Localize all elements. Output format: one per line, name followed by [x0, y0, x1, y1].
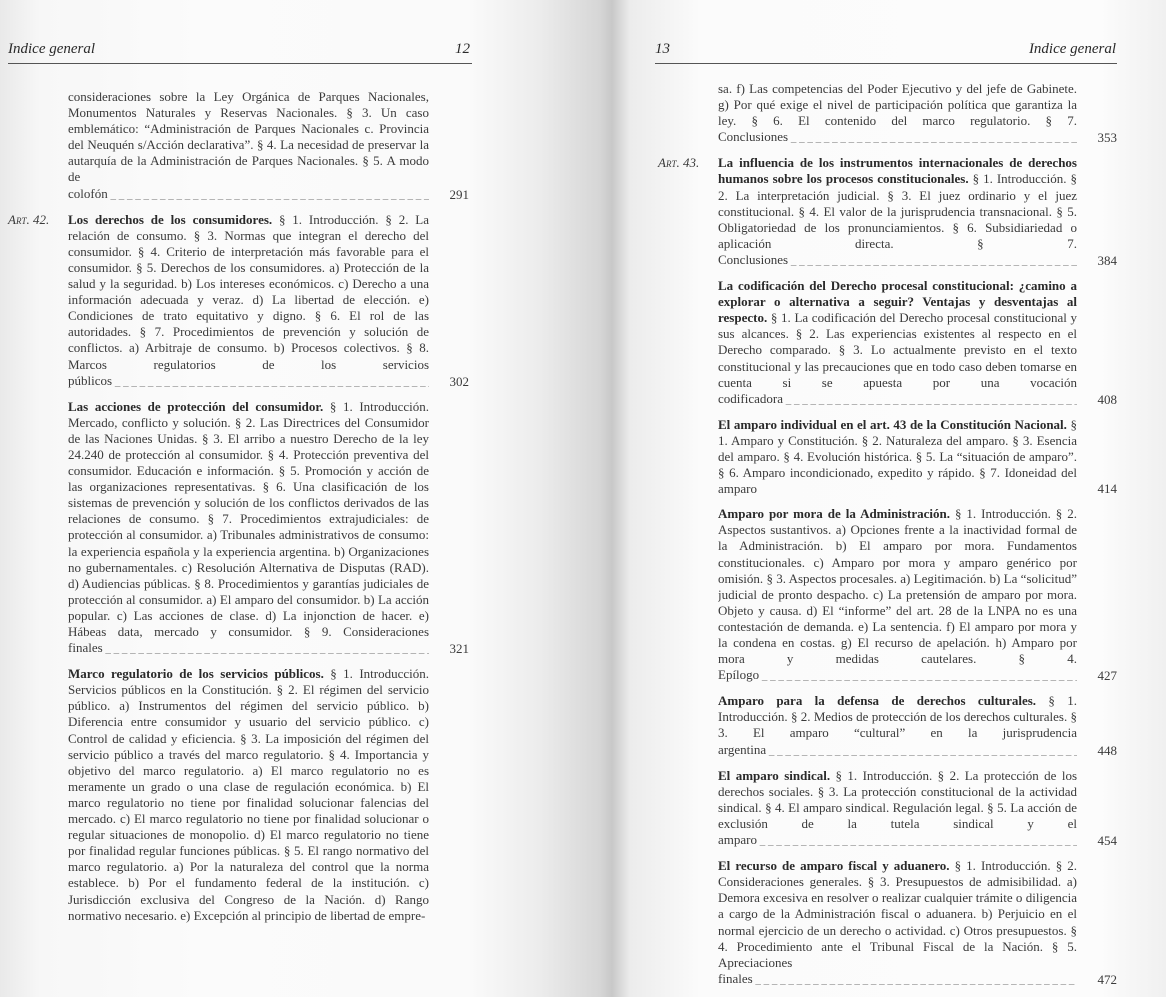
- entry-last-word-leader: colofón _ _ _: [68, 186, 429, 201]
- entry-page-number: 302: [449, 373, 469, 389]
- header-rule: [655, 63, 1117, 64]
- toc-entry: [68, 89, 469, 203]
- entry-title: Las acciones de protección del consumidor.: [68, 398, 324, 414]
- toc-entry: [68, 398, 469, 658]
- entry-last-word-leader: argentina _ _ _: [718, 742, 1077, 757]
- toc-entry: [718, 81, 1117, 146]
- entry-title: El recurso de amparo fiscal y aduanero.: [718, 858, 950, 874]
- toc-entries: [8, 89, 469, 933]
- entry-body: § 1. Introducción. § 2. La relación de consumo. § 3. Normas que integran el derecho del consumidor. § 4. Criterio de interpretación más favorable para el consumidor. § 5. Derechos de los consumidores. a) Protección de la salud y la seguridad. b) Los intereses económicos. c) Derecho a una información adecuada y veraz. d) La libertad de elección. e) Condiciones de trato equitativo y digno. § 6. El rol de las autoridades. § 7. Procedimientos de prevención y solución de conflictos. a) Arbitraje de consumo. b) Procesos colectivos. § 8. Marcos regulatorios de los servicios: [68, 211, 429, 372]
- header-rule: [8, 63, 472, 64]
- entry-text: [718, 693, 1077, 758]
- article-label: Art. 43.: [658, 155, 700, 171]
- entry-body: § 1. Introducción. § 2. Consideraciones generales. § 3. Presupuestos de admisibilidad. a) Demora excesiva en resolver o realizar cualquier trámite o diligencia a cargo de la Administración fiscal o aduanera. b) Perjuicio en el normal ejercicio de un derecho o actividad. c) Otros presupuestos. § 4. Procedimiento ante el Tribunal Fiscal de la Nación. § 5. Apreciaciones: [718, 858, 1077, 970]
- entry-last-word-leader: finales _ _ _: [68, 640, 429, 655]
- entry-body: § 1. Introducción. Servicios públicos en la Constitución. § 2. El régimen del servicio público. a) Instrumentos del régimen del servicio público. b) Diferencia entre consumidor y usuario del servicio público. c) Control de calidad y eficiencia. § 3. La imposición del régimen del servicio público a través del marco regulatorio. § 4. Importancia y objetivo del marco regulatorio. a) El marco regulatorio no es meramente un grado o una clase de regulación económica. b) El marco regulatorio no tiene por finalidad solucionar falencias del mercado. c) El marco regulatorio no tiene por finalidad solucionar o regular situaciones de monopolio. d) El marco regulatorio no tiene por finalidad regular funciones públicas. § 5. El rango normativo del marco regulatorio. a) Por la naturaleza del control que la norma establece. b) Por el fundamento federal de la institución. c) Jurisdicción exclusiva del Congreso de la Nación. d) Rango normativo necesario. e) Excepción al principio de libertad de empre-: [68, 666, 429, 923]
- entry-text: [68, 89, 429, 203]
- right-page: [640, 0, 1166, 987]
- entry-text: [718, 155, 1077, 269]
- toc-entry: [718, 278, 1117, 408]
- entry-body: § 1. Introducción. § 2. Medios de protección de los derechos culturales. § 3. El amparo “cultural” en la jurisprudencia: [718, 693, 1077, 741]
- entry-body: § 1. Introducción. § 2. Aspectos sustantivos. a) Opciones frente a la inactividad formal de la Administración. b) El amparo por mora. Fundamentos constitucionales. c) Amparo por mora y amparo genérico por omisión. § 3. Aspectos procesales. a) Legitimación. b) La “solicitud” judicial de pronto despacho. c) La pretensión de amparo por mora. Objeto y causa. d) El “informe” del art. 28 de la LNPA no es una contestación de demanda. e) La sentencia. f) El amparo por mora y la condena en costas. g) El recurso de apelación. h) Amparo por mora y medidas cautelares. § 4.: [718, 506, 1077, 667]
- entry-page-number: 321: [449, 641, 469, 657]
- article-label: Art. 42.: [8, 211, 50, 227]
- entry-page-number: 291: [449, 186, 469, 202]
- toc-entry: [8, 211, 469, 390]
- toc-entries: [658, 81, 1117, 997]
- entry-page-number: 448: [1097, 742, 1117, 758]
- left-page: [0, 0, 480, 923]
- entry-last-word-leader: Conclusiones _ _ _: [718, 129, 1077, 144]
- entry-title: El amparo individual en el art. 43 de la Constitución Nacional.: [718, 416, 1067, 432]
- toc-entry: [718, 416, 1117, 497]
- toc-entry: [718, 858, 1117, 988]
- entry-last-word-leader: codificadora _ _ _: [718, 391, 1077, 406]
- entry-text: [718, 506, 1077, 684]
- entry-body: § 1. La codificación del Derecho procesal constitucional y sus alcances. § 2. Las experiencias existentes al respecto en el Derecho comparado. § 3. Lo actualmente previsto en el texto constitucional y las precauciones que en todo caso deben tomarse en cuenta si se apuesta por una vocación: [718, 310, 1077, 390]
- entry-title: La influencia de los instrumentos internacionales de derechos humanos sobre los procesos constitucionales.: [718, 155, 1077, 187]
- entry-body: § 1. Introducción. § 2. La interpretación judicial. § 3. El juez ordinario y el juez constitucional. § 4. El valor de la jurisprudencia transnacional. § 5. Obligatoriedad de los pronunciamientos. § 6. Subsidiariedad o aplicación directa. § 7.: [718, 171, 1077, 251]
- entry-text: [718, 768, 1077, 849]
- toc-entry: [718, 693, 1117, 758]
- entry-text: [718, 81, 1077, 146]
- entry-text: [718, 858, 1077, 988]
- entry-text: [68, 666, 429, 924]
- entry-text: [68, 399, 429, 658]
- entry-page-number: 414: [1097, 481, 1117, 497]
- entry-page-number: 472: [1097, 971, 1117, 987]
- entry-title: Amparo por mora de la Administración.: [718, 506, 950, 522]
- entry-text: [718, 278, 1077, 408]
- toc-entry: [658, 155, 1117, 269]
- running-header-title: Indice general: [8, 41, 96, 57]
- toc-entry: [718, 767, 1117, 849]
- entry-title: El amparo sindical.: [718, 767, 831, 783]
- entry-body: § 1. Introducción. § 2. La protección de los derechos sociales. § 3. La protección constitucional de la actividad sindical. § 4. El amparo sindical. Regulación legal. § 5. La acción de exclusión de la tutela sindical y el: [718, 767, 1077, 831]
- running-header-title: Indice general: [1028, 41, 1116, 57]
- entry-page-number: 408: [1097, 391, 1117, 407]
- page-number: 13: [655, 41, 670, 57]
- entry-last-word-leader: Epílogo _ _ _: [718, 667, 1077, 682]
- entry-last-word-leader: Conclusiones _ _ _: [718, 252, 1077, 267]
- entry-page-number: 384: [1097, 252, 1117, 268]
- toc-entry: [718, 506, 1117, 684]
- entry-page-number: 454: [1097, 833, 1117, 849]
- entry-title: Marco regulatorio de los servicios públicos.: [68, 666, 324, 682]
- entry-page-number: 353: [1097, 130, 1117, 146]
- entry-body: § 1. Amparo y Constitución. § 2. Naturaleza del amparo. § 3. Esencia del amparo. § 4. Evolución histórica. § 5. La “situación de amparo”. § 6. Amparo incondicionado, expedito y rápido. § 7. Idoneidad del amparo: [718, 416, 1077, 497]
- entry-text: [68, 212, 429, 390]
- entry-last-word-leader: públicos _ _ _: [68, 373, 429, 388]
- entry-title: Amparo para la defensa de derechos culturales.: [718, 693, 1037, 709]
- page-number: 12: [455, 41, 470, 57]
- entry-page-number: 427: [1097, 668, 1117, 684]
- entry-title: La codificación del Derecho procesal constitucional: ¿camino a explorar o alternativa a seguir? Ventajas y desventajas al respecto.: [718, 278, 1077, 326]
- entry-body: sa. f) Las competencias del Poder Ejecutivo y del jefe de Gabinete. g) Por qué exige el nivel de participación política que garantiza la ley. § 6. El contenido del marco regulatorio. § 7.: [718, 81, 1077, 129]
- entry-body: consideraciones sobre la Ley Orgánica de Parques Nacionales, Monumentos Naturales y Reservas Nacionales. § 3. Un caso emblemático: “Administración de Parques Nacionales c. Provincia del Neuquén s/Acción declarativa”. § 4. La necesidad de preservar la autarquía de la Administración de Parques Nacionales. § 5. A modo de: [68, 89, 429, 185]
- entry-title: Los derechos de los consumidores.: [68, 211, 273, 227]
- entry-body: § 1. Introducción. Mercado, conflicto y solución. § 2. Las Directrices del Consumidor de las Naciones Unidas. § 3. El arribo a nuestro Derecho de la ley 24.240 de protección al consumidor. § 4. Protección preventiva del consumidor. Educación e información. § 5. Promoción y acción de las organizaciones representativas. § 6. Una clasificación de los sistemas de prevención y solución de los conflictos derivados de las relaciones de consumo. § 7. Procedimientos extrajudiciales: de protección al consumidor. a) Tribunales administrativos de consumo: la experiencia española y la experiencia argentina. b) Organizaciones no gubernamentales. c) Resolución Alternativa de Disputas (RAD). d) Audiencias públicas. § 8. Procedimientos y garantías judiciales de protección al consumidor. a) El amparo del consumidor. b) La acción popular. c) Las acciones de clase. d) La injonction de hacer. e) Hábeas data, mercado y consumidor. § 9. Consideraciones: [68, 398, 429, 639]
- toc-entry: [68, 666, 429, 924]
- entry-last-word-leader: finales _ _ _: [718, 971, 1077, 986]
- entry-last-word-leader: amparo _ _ _: [718, 832, 1077, 847]
- entry-text: [718, 417, 1077, 497]
